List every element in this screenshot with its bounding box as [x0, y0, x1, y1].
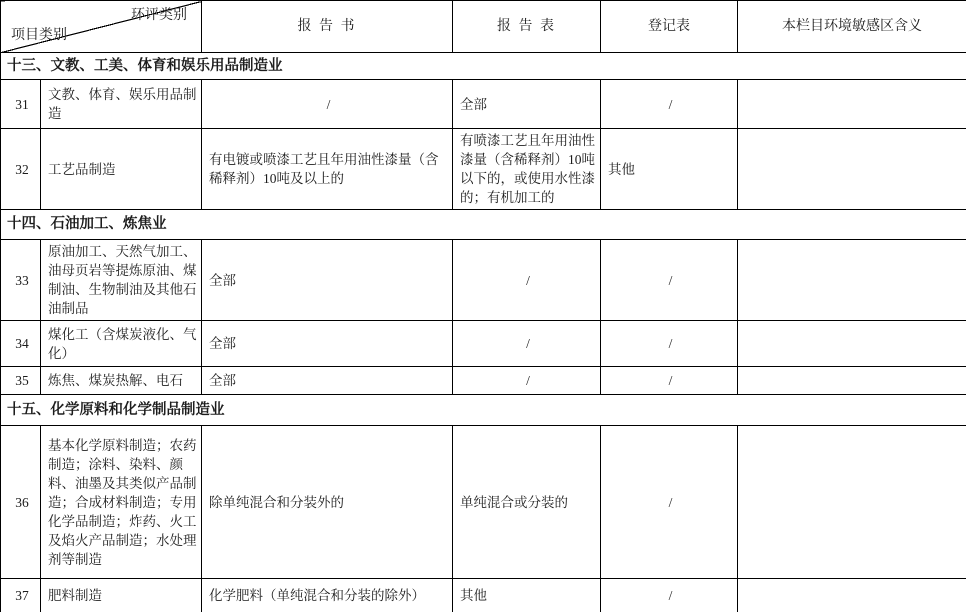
sensitive-meaning-cell: [738, 367, 966, 395]
report-form-cell: /: [453, 321, 601, 367]
report-book-cell: 化学肥料（单纯混合和分装的除外）: [202, 579, 453, 612]
report-form-cell: 单纯混合或分装的: [453, 426, 601, 579]
sensitive-meaning-cell: [738, 321, 966, 367]
category-cell: 基本化学原料制造；农药制造；涂料、染料、颜料、油墨及其类似产品制造；合成材料制造；专用化学品制造；炸药、火工及焰火产品制造；水处理剂等制造: [41, 426, 202, 579]
category-cell: 煤化工（含煤炭液化、气化）: [41, 321, 202, 367]
table-row: [1, 321, 966, 367]
sensitive-meaning-cell: [738, 129, 966, 210]
table-row: [1, 240, 966, 321]
header-row: [1, 1, 966, 53]
sensitive-meaning-cell: [738, 426, 966, 579]
header-report-form: 报 告 表: [453, 1, 601, 53]
row-number: 33: [1, 240, 41, 321]
registration-form-cell: /: [601, 80, 738, 129]
row-number: 37: [1, 579, 41, 612]
registration-form-cell: /: [601, 367, 738, 395]
sensitive-meaning-cell: [738, 240, 966, 321]
report-book-cell: 全部: [202, 240, 453, 321]
registration-form-cell: 其他: [601, 129, 738, 210]
header-eia-category: 环评类别: [131, 8, 187, 23]
header-project-category: 项目类别: [11, 28, 67, 43]
section-label: 十四、石油加工、炼焦业: [1, 210, 966, 240]
row-number: 36: [1, 426, 41, 579]
category-cell: 工艺品制造: [41, 129, 202, 210]
category-cell: 文教、体育、娱乐用品制造: [41, 80, 202, 129]
table-row: [1, 129, 966, 210]
report-book-cell: 有电镀或喷漆工艺且年用油性漆量（含稀释剂）10吨及以上的: [202, 129, 453, 210]
header-registration-form: 登记表: [601, 1, 738, 53]
section-header-row: [1, 53, 966, 80]
report-book-cell: 除单纯混合和分装外的: [202, 426, 453, 579]
section-header-row: [1, 395, 966, 426]
section-label: 十五、化学原料和化学制品制造业: [1, 395, 966, 426]
table-row: [1, 80, 966, 129]
report-form-cell: 全部: [453, 80, 601, 129]
table-row: [1, 579, 966, 612]
sensitive-meaning-cell: [738, 80, 966, 129]
section-header-row: [1, 210, 966, 240]
report-book-cell: /: [202, 80, 453, 129]
diagonal-header-cell: [1, 1, 202, 53]
category-cell: 炼焦、煤炭热解、电石: [41, 367, 202, 395]
registration-form-cell: /: [601, 426, 738, 579]
header-sensitive-meaning: 本栏目环境敏感区含义: [738, 1, 966, 53]
row-number: 35: [1, 367, 41, 395]
category-cell: 原油加工、天然气加工、油母页岩等提炼原油、煤制油、生物制油及其他石油制品: [41, 240, 202, 321]
table-row: [1, 367, 966, 395]
report-form-cell: 有喷漆工艺且年用油性漆量（含稀释剂）10吨以下的，或使用水性漆的；有机加工的: [453, 129, 601, 210]
row-number: 32: [1, 129, 41, 210]
report-form-cell: /: [453, 367, 601, 395]
report-book-cell: 全部: [202, 321, 453, 367]
report-form-cell: 其他: [453, 579, 601, 612]
report-form-cell: /: [453, 240, 601, 321]
row-number: 34: [1, 321, 41, 367]
report-book-cell: 全部: [202, 367, 453, 395]
row-number: 31: [1, 80, 41, 129]
category-cell: 肥料制造: [41, 579, 202, 612]
registration-form-cell: /: [601, 240, 738, 321]
table-row: [1, 426, 966, 579]
header-report-book: 报 告 书: [202, 1, 453, 53]
registration-form-cell: /: [601, 579, 738, 612]
sensitive-meaning-cell: [738, 579, 966, 612]
section-label: 十三、文教、工美、体育和娱乐用品制造业: [1, 53, 966, 80]
registration-form-cell: /: [601, 321, 738, 367]
